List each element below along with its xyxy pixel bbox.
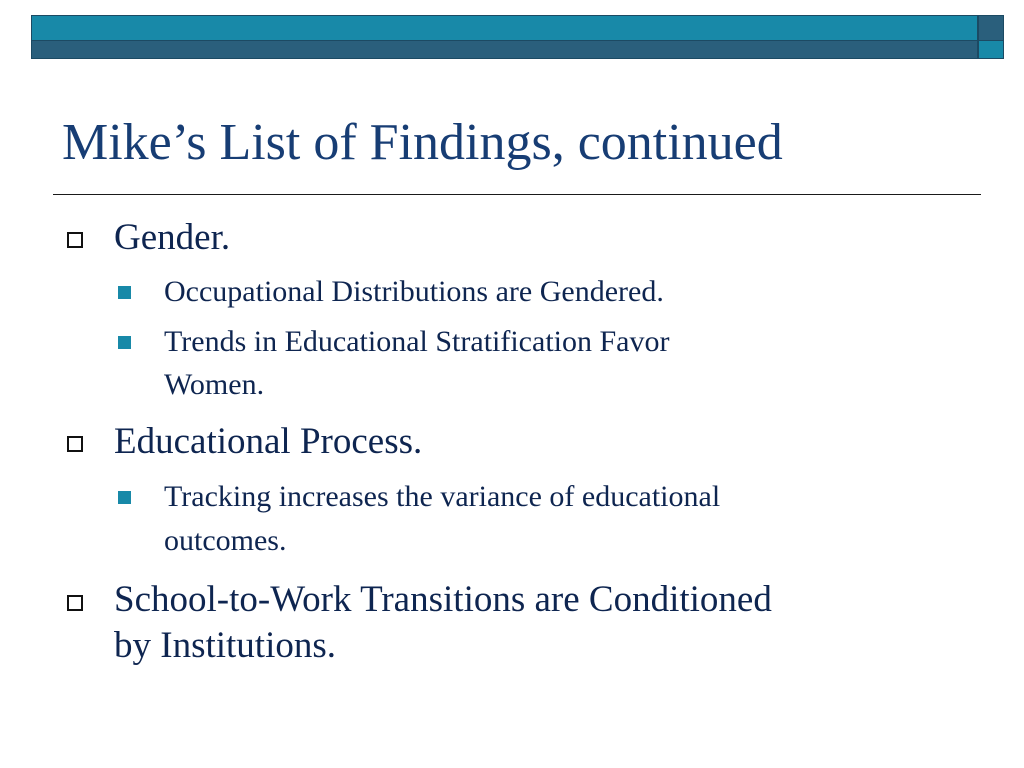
slide-title: Mike’s List of Findings, continued bbox=[62, 114, 783, 171]
sub-bullet-tracking-line1: Tracking increases the variance of educational bbox=[164, 480, 721, 513]
bullet-gender: Gender. bbox=[114, 217, 231, 258]
bullet-educational-process: Educational Process. bbox=[114, 421, 423, 462]
sub-bullet-trends-line1: Trends in Educational Stratification Favor bbox=[164, 325, 670, 358]
filled-square-icon bbox=[118, 491, 131, 504]
sub-bullet-trends-line2: Women. bbox=[164, 368, 265, 401]
bullet-school-to-work-line2: by Institutions. bbox=[114, 625, 337, 666]
hollow-square-icon bbox=[67, 232, 83, 248]
filled-square-icon bbox=[118, 336, 131, 349]
bullet-school-to-work-line1: School-to-Work Transitions are Conditioned bbox=[114, 579, 772, 620]
hollow-square-icon bbox=[67, 436, 83, 452]
hollow-square-icon bbox=[67, 595, 83, 611]
sub-bullet-occupational: Occupational Distributions are Gendered. bbox=[164, 275, 664, 308]
sub-bullet-tracking-line2: outcomes. bbox=[164, 524, 287, 557]
filled-square-icon bbox=[118, 286, 131, 299]
